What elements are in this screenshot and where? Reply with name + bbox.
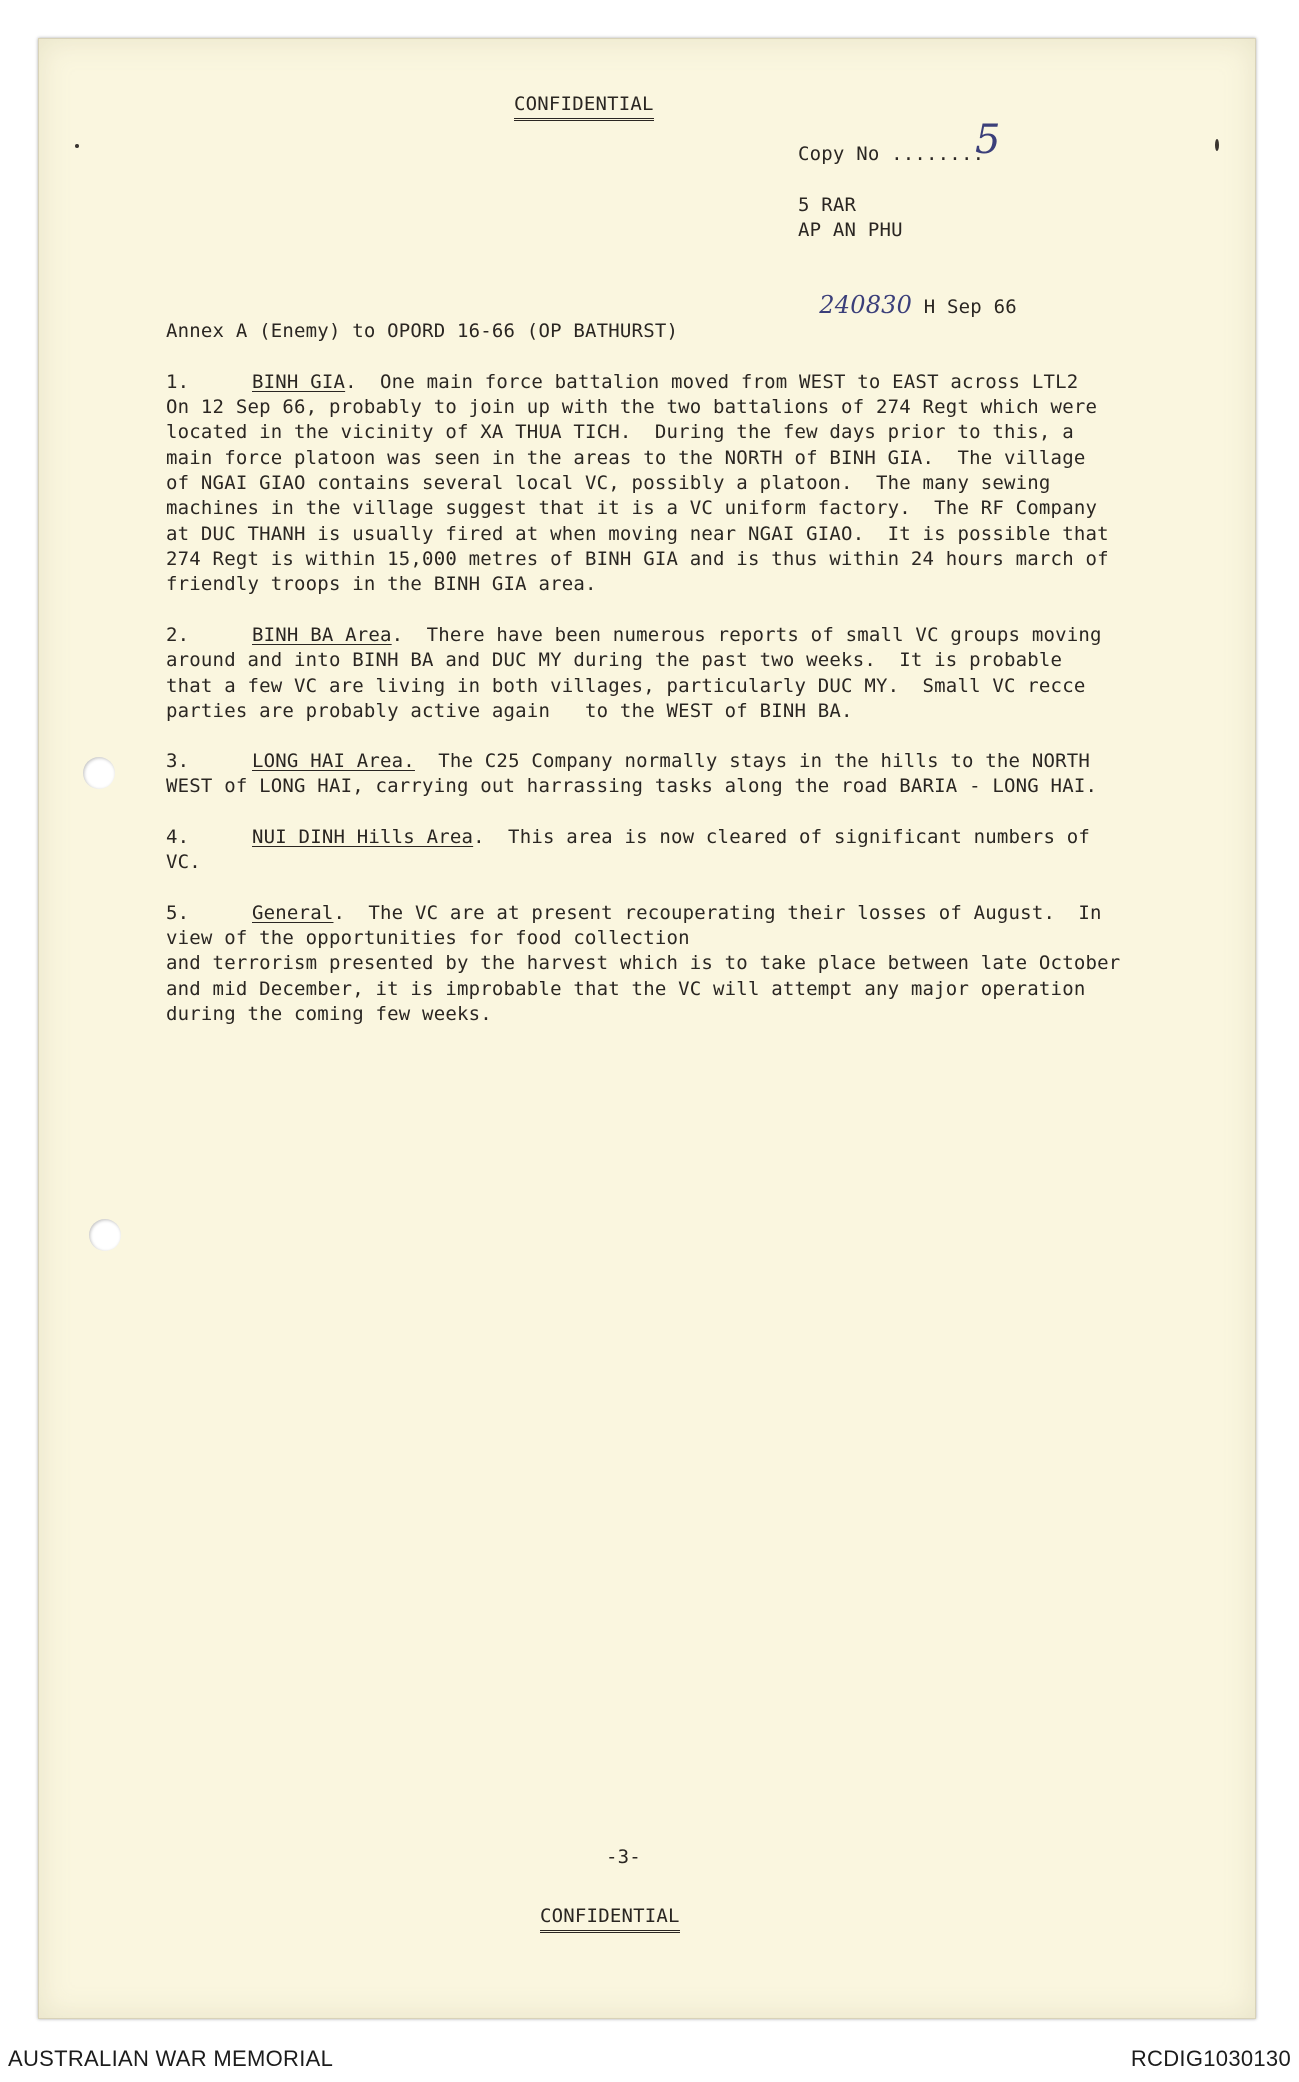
dtg-suffix: H Sep 66 — [912, 296, 1017, 319]
paragraph-first-line-text: . The VC are at present recouperating their losses of August. In — [333, 902, 1102, 924]
paragraph-line: at DUC THANH is usually fired at when moving near NGAI GIAO. It is possible that — [166, 523, 1109, 545]
paragraph-line: machines in the village suggest that it is a VC uniform factory. The RF Company — [166, 497, 1098, 519]
paragraph-line: and mid December, it is improbable that the VC will attempt any major operation — [166, 978, 1086, 1000]
page-number: -3- — [606, 1846, 641, 1868]
paragraph-first-line-text: . This area is now cleared of significant numbers of — [473, 826, 1091, 848]
unit-line-1: 5 RAR — [798, 194, 857, 216]
copy-number-handwritten: 5 — [975, 117, 1001, 163]
paragraph-first-line-text: The C25 Company normally stays in the hills to the NORTH — [414, 750, 1091, 772]
paragraph-line: 274 Regt is within 15,000 metres of BINH GIA and is thus within 24 hours march of — [166, 548, 1109, 570]
paragraph-line: main force platoon was seen in the areas to the NORTH of BINH GIA. The village — [166, 447, 1086, 469]
paragraph-first-line — [252, 901, 1102, 926]
paragraph-first-line — [252, 623, 1102, 648]
paragraph-number: 1. — [166, 371, 190, 393]
archive-credit: AUSTRALIAN WAR MEMORIAL — [8, 2046, 334, 2071]
paragraph-line: that a few VC are living in both villages, particularly DUC MY. Small VC recce — [166, 675, 1086, 697]
paragraph-line: friendly troops in the BINH GIA area. — [166, 573, 597, 595]
paragraph-line: VC. — [166, 851, 201, 873]
paragraph-first-line-text: . One main force battalion moved from WEST to EAST across LTL2 — [345, 371, 1079, 393]
paragraph-heading: General — [252, 902, 334, 924]
paragraph-line: and terrorism presented by the harvest which is to take place between late October — [166, 952, 1121, 974]
paragraph-first-line — [252, 749, 1090, 774]
paragraph-heading: LONG HAI Area. — [252, 750, 415, 772]
paragraph-first-line — [252, 370, 1078, 395]
paragraph-line: On 12 Sep 66, probably to join up with the two battalions of 274 Regt which were — [166, 396, 1098, 418]
paragraph-number: 4. — [166, 826, 190, 848]
paragraph-first-line-text: . There have been numerous reports of small VC groups moving — [391, 624, 1102, 646]
classification-header: CONFIDENTIAL — [514, 92, 654, 121]
paragraph-heading: BINH BA Area — [252, 624, 392, 646]
punch-hole-top — [83, 757, 115, 789]
archive-reference: RCDIG1030130 — [1130, 2046, 1291, 2071]
paragraph-number: 2. — [166, 624, 190, 646]
paragraph-heading: BINH GIA — [252, 371, 346, 393]
paragraph-line: view of the opportunities for food collection — [166, 927, 690, 949]
paragraph-line: located in the vicinity of XA THUA TICH. During the few days prior to this, a — [166, 421, 1074, 443]
paragraph-number: 5. — [166, 902, 190, 924]
dtg-handwritten: 240830 — [819, 291, 913, 320]
classification-footer: CONFIDENTIAL — [540, 1904, 680, 1933]
punch-hole-bottom — [89, 1219, 121, 1251]
paragraph-first-line — [252, 825, 1090, 850]
unit-line-2: AP AN PHU — [798, 219, 903, 241]
paragraph-line: during the coming few weeks. — [166, 1003, 492, 1025]
paper-speck — [1215, 139, 1219, 151]
paragraph-line: of NGAI GIAO contains several local VC, possibly a platoon. The many sewing — [166, 472, 1051, 494]
paragraph-line: around and into BINH BA and DUC MY during the past two weeks. It is probable — [166, 649, 1063, 671]
copy-number-label: Copy No ........ — [798, 143, 985, 165]
paragraph-number: 3. — [166, 750, 190, 772]
paragraph-line: WEST of LONG HAI, carrying out harrassing tasks along the road BARIA - LONG HAI. — [166, 775, 1098, 797]
paragraph-line: parties are probably active again to the WEST of BINH BA. — [166, 700, 853, 722]
paragraph-heading: NUI DINH Hills Area — [252, 826, 474, 848]
date-time-group — [796, 268, 1017, 321]
annex-title: Annex A (Enemy) to OPORD 16-66 (OP BATHURST) — [166, 320, 679, 342]
paper-speck — [75, 144, 79, 148]
